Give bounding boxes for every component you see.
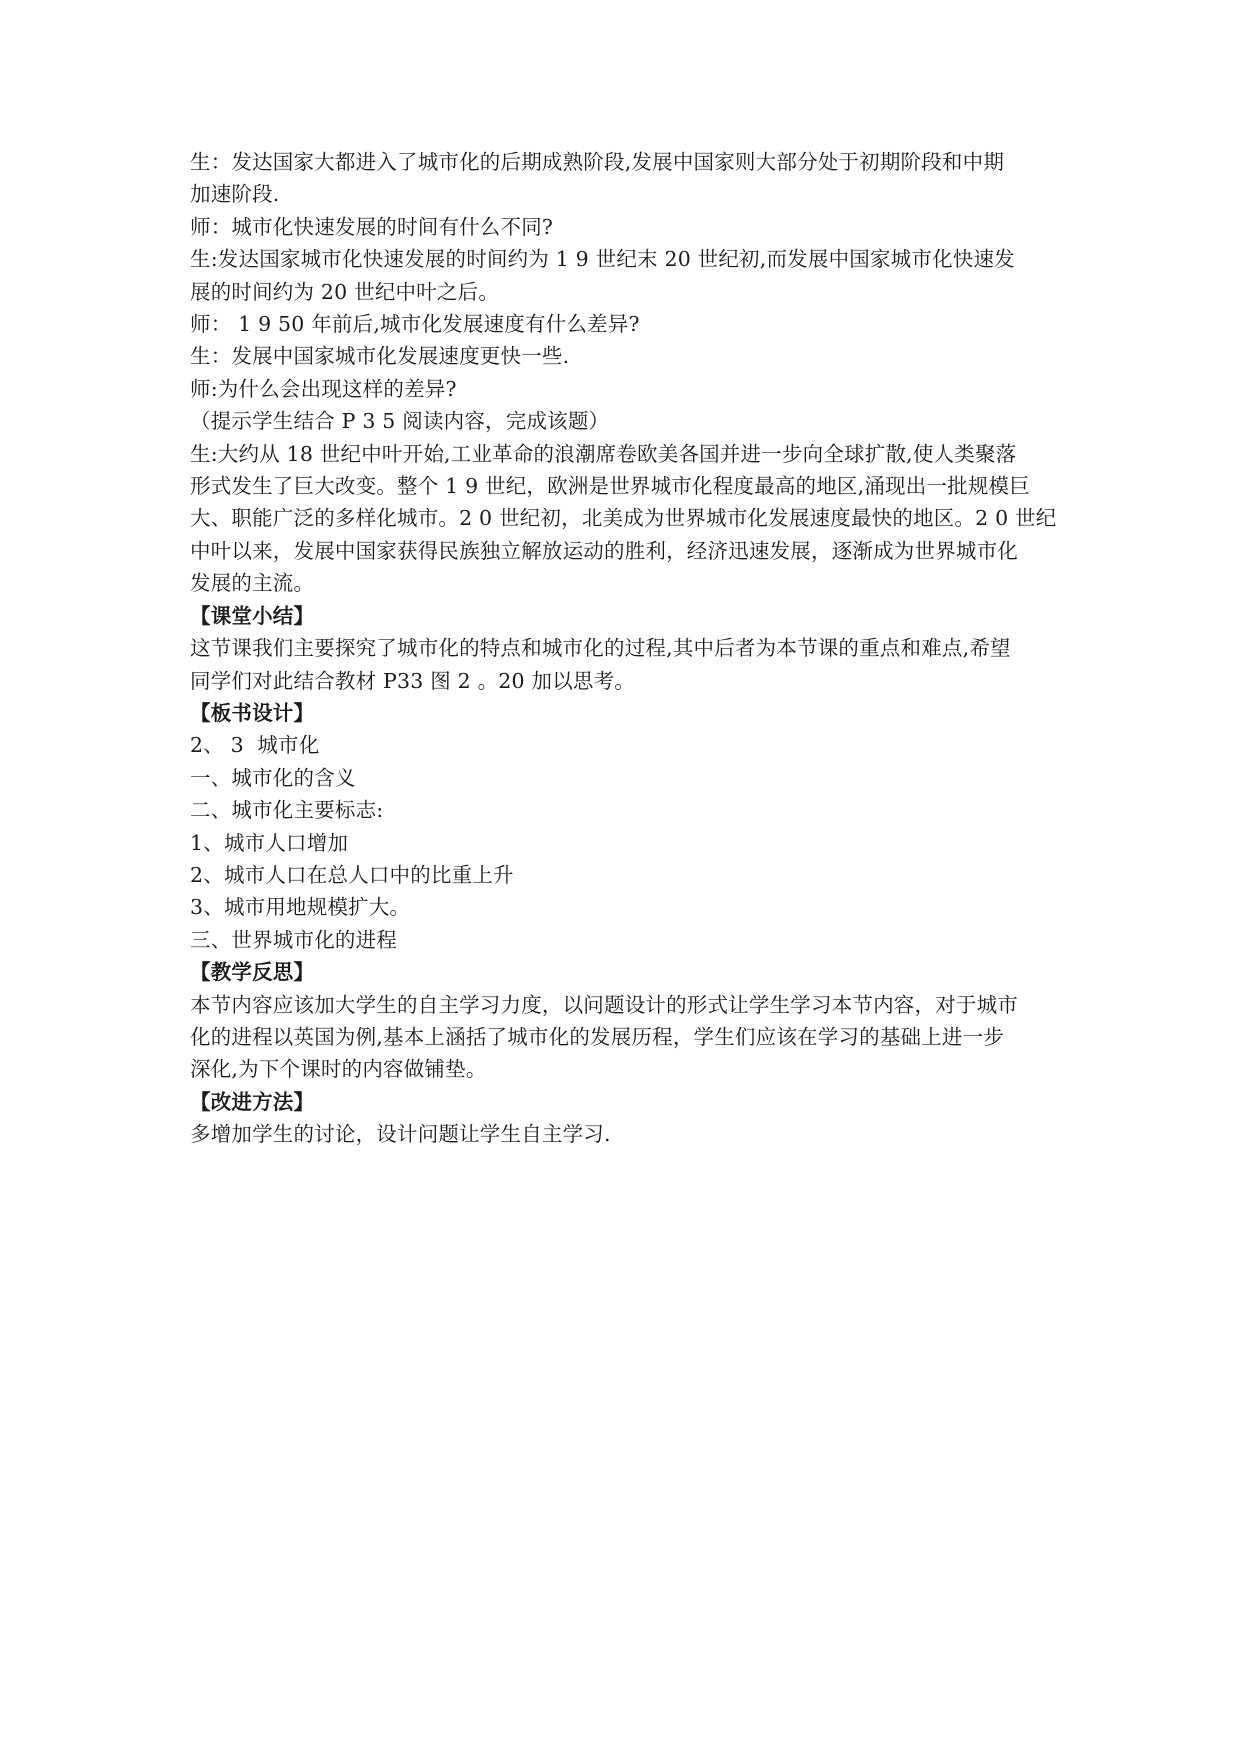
board-title: 2、 3 城市化	[190, 733, 320, 758]
section-heading-board: 【板书设计】	[190, 700, 315, 725]
dialogue-line: 加速阶段.	[190, 182, 280, 207]
dialogue-line: 生：发达国家大都进入了城市化的后期成熟阶段,发展中国家则大部分处于初期阶段和中期	[190, 150, 1005, 174]
section-heading-summary: 【课堂小结】	[190, 603, 315, 628]
dialogue-line: 师:为什么会出现这样的差异?	[190, 376, 457, 401]
reflection-line: 深化,为下个课时的内容做铺垫。	[190, 1057, 487, 1082]
summary-line: 同学们对此结合教材 P33 图 2 。20 加以思考。	[190, 668, 635, 693]
dialogue-line: 中叶以来，发展中国家获得民族独立解放运动的胜利，经济迅速发展，逐渐成为世界城市化	[190, 538, 1018, 563]
board-subitem: 1、城市人口增加	[190, 830, 349, 855]
dialogue-line: 生：发展中国家城市化发展速度更快一些.	[190, 344, 570, 369]
document-page	[190, 146, 1070, 1151]
improve-line: 多增加学生的讨论，设计问题让学生自主学习.	[190, 1122, 611, 1147]
board-item: 一、城市化的含义	[190, 765, 356, 790]
hint-line: （提示学生结合 P 3 5 阅读内容，完成该题）	[190, 409, 610, 434]
dialogue-line: 发展的主流。	[190, 571, 315, 596]
board-item: 三、世界城市化的进程	[190, 927, 397, 952]
section-heading-improve: 【改进方法】	[190, 1089, 315, 1114]
board-subitem: 3、城市用地规模扩大。	[190, 895, 411, 920]
reflection-line: 化的进程以英国为例,基本上涵括了城市化的发展历程，学生们应该在学习的基础上进一步	[190, 1024, 1005, 1049]
reflection-line: 本节内容应该加大学生的自主学习力度，以问题设计的形式让学生学习本节内容，对于城市	[190, 992, 1018, 1017]
summary-line: 这节课我们主要探究了城市化的特点和城市化的过程,其中后者为本节课的重点和难点,希望	[190, 636, 1011, 661]
dialogue-line: 师： 1 9 50 年前后,城市化发展速度有什么差异?	[190, 312, 640, 337]
section-heading-reflection: 【教学反思】	[190, 960, 315, 985]
board-item: 二、城市化主要标志:	[190, 798, 384, 823]
board-subitem: 2、城市人口在总人口中的比重上升	[190, 862, 514, 887]
dialogue-line: 展的时间约为 20 世纪中叶之后。	[190, 279, 500, 304]
dialogue-line: 大、职能广泛的多样化城市。2 0 世纪初，北美成为世界城市化发展速度最快的地区。2 0 世纪	[190, 506, 1057, 531]
dialogue-line: 师：城市化快速发展的时间有什么不同?	[190, 214, 554, 239]
dialogue-line: 生:大约从 18 世纪中叶开始,工业革命的浪潮席卷欧美各国并进一步向全球扩散,使人类聚落	[190, 441, 1017, 466]
dialogue-line: 生:发达国家城市化快速发展的时间约为 1 9 世纪末 20 世纪初,而发展中国家城市化快速发	[190, 247, 1015, 272]
dialogue-line: 形式发生了巨大改变。整个 1 9 世纪，欧洲是世界城市化程度最高的地区,涌现出一批规模巨	[190, 474, 1030, 499]
